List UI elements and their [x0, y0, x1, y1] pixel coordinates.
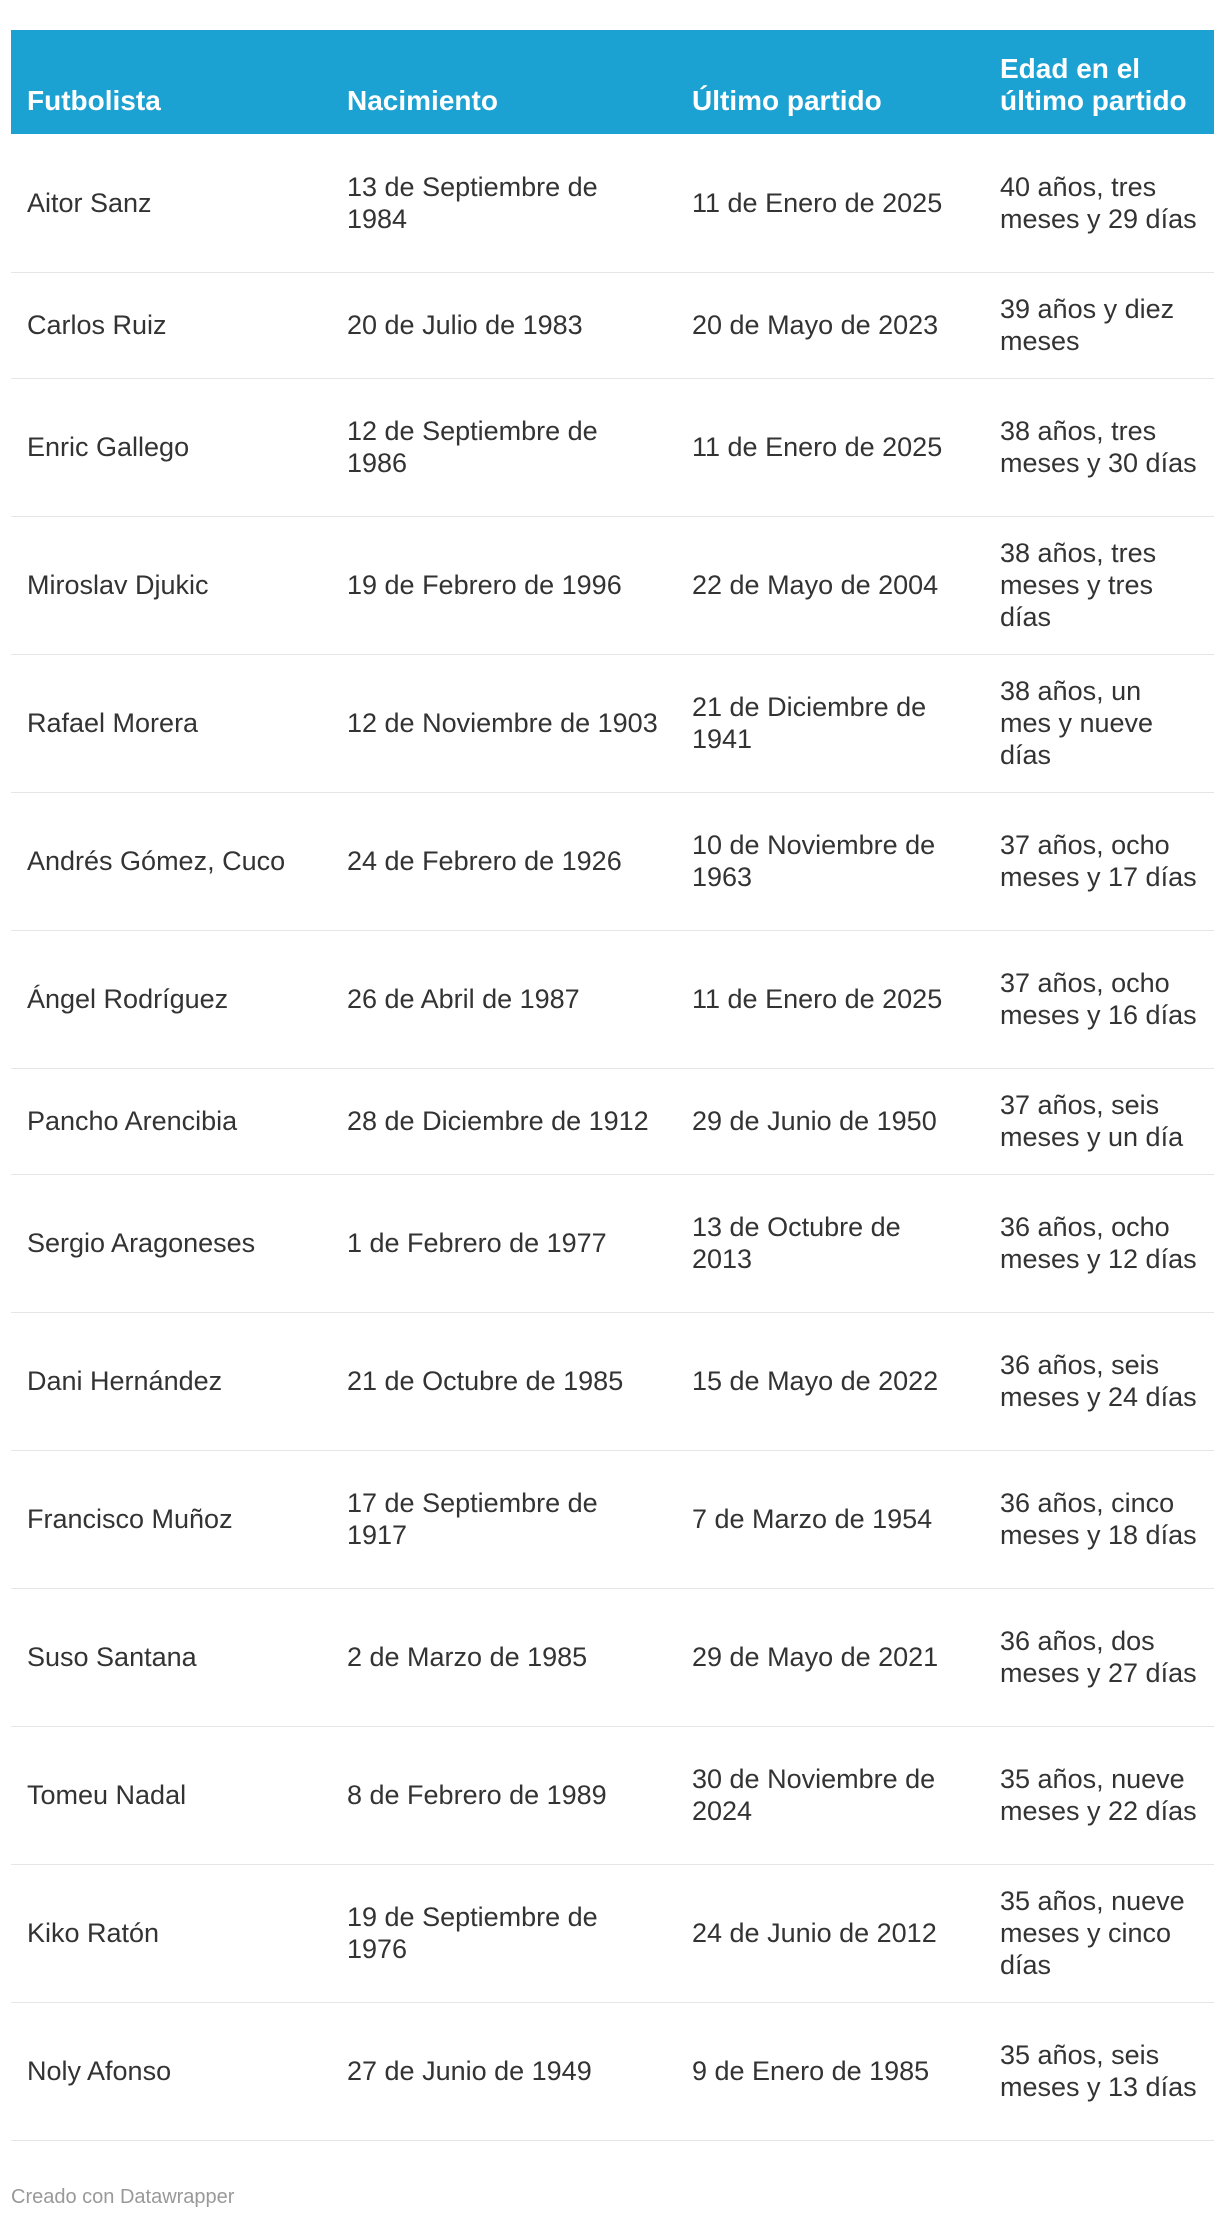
cell-nacimiento: 1 de Febrero de 1977	[331, 1174, 676, 1312]
cell-edad: 36 años, dos meses y 27 días	[984, 1588, 1214, 1726]
table-row	[11, 134, 1214, 272]
header-edad: Edad en el último partido	[984, 30, 1214, 134]
cell-edad: 39 años y diez meses	[984, 272, 1214, 378]
cell-edad: 36 años, seis meses y 24 días	[984, 1312, 1214, 1450]
cell-edad: 36 años, cinco meses y 18 días	[984, 1450, 1214, 1588]
cell-edad: 40 años, tres meses y 29 días	[984, 134, 1214, 272]
table-row	[11, 1174, 1214, 1312]
cell-ultimo-partido: 7 de Marzo de 1954	[676, 1450, 984, 1588]
table-header	[11, 30, 1214, 134]
header-row	[11, 30, 1214, 134]
table-row	[11, 1068, 1214, 1174]
cell-ultimo-partido: 13 de Octubre de 2013	[676, 1174, 984, 1312]
cell-futbolista: Aitor Sanz	[11, 134, 331, 272]
cell-nacimiento: 19 de Febrero de 1996	[331, 516, 676, 654]
cell-nacimiento: 17 de Septiembre de 1917	[331, 1450, 676, 1588]
header-futbolista: Futbolista	[11, 30, 331, 134]
cell-edad: 37 años, ocho meses y 17 días	[984, 792, 1214, 930]
cell-futbolista: Noly Afonso	[11, 2002, 331, 2140]
table-body	[11, 134, 1214, 2140]
table-row	[11, 1588, 1214, 1726]
table-row	[11, 792, 1214, 930]
table-row	[11, 654, 1214, 792]
table-row	[11, 2002, 1214, 2140]
cell-ultimo-partido: 11 de Enero de 2025	[676, 134, 984, 272]
cell-futbolista: Francisco Muñoz	[11, 1450, 331, 1588]
cell-futbolista: Pancho Arencibia	[11, 1068, 331, 1174]
cell-nacimiento: 24 de Febrero de 1926	[331, 792, 676, 930]
cell-ultimo-partido: 11 de Enero de 2025	[676, 378, 984, 516]
cell-futbolista: Kiko Ratón	[11, 1864, 331, 2002]
footer-credit: Creado con Datawrapper	[11, 2186, 235, 2208]
cell-edad: 36 años, ocho meses y 12 días	[984, 1174, 1214, 1312]
cell-edad: 38 años, tres meses y tres días	[984, 516, 1214, 654]
cell-edad: 35 años, nueve meses y cinco días	[984, 1864, 1214, 2002]
cell-futbolista: Andrés Gómez, Cuco	[11, 792, 331, 930]
table-row	[11, 1450, 1214, 1588]
cell-ultimo-partido: 21 de Diciembre de 1941	[676, 654, 984, 792]
cell-futbolista: Dani Hernández	[11, 1312, 331, 1450]
cell-ultimo-partido: 22 de Mayo de 2004	[676, 516, 984, 654]
table-row	[11, 516, 1214, 654]
cell-ultimo-partido: 29 de Junio de 1950	[676, 1068, 984, 1174]
data-table	[11, 30, 1214, 2141]
cell-nacimiento: 8 de Febrero de 1989	[331, 1726, 676, 1864]
cell-ultimo-partido: 24 de Junio de 2012	[676, 1864, 984, 2002]
cell-ultimo-partido: 29 de Mayo de 2021	[676, 1588, 984, 1726]
header-ultimo-partido: Último partido	[676, 30, 984, 134]
cell-ultimo-partido: 10 de Noviembre de 1963	[676, 792, 984, 930]
cell-edad: 35 años, seis meses y 13 días	[984, 2002, 1214, 2140]
cell-ultimo-partido: 11 de Enero de 2025	[676, 930, 984, 1068]
cell-futbolista: Sergio Aragoneses	[11, 1174, 331, 1312]
cell-futbolista: Tomeu Nadal	[11, 1726, 331, 1864]
table-row	[11, 1864, 1214, 2002]
cell-ultimo-partido: 9 de Enero de 1985	[676, 2002, 984, 2140]
cell-edad: 38 años, tres meses y 30 días	[984, 378, 1214, 516]
table-row	[11, 272, 1214, 378]
cell-futbolista: Rafael Morera	[11, 654, 331, 792]
cell-ultimo-partido: 15 de Mayo de 2022	[676, 1312, 984, 1450]
table-row	[11, 1312, 1214, 1450]
cell-futbolista: Miroslav Djukic	[11, 516, 331, 654]
cell-nacimiento: 28 de Diciembre de 1912	[331, 1068, 676, 1174]
cell-nacimiento: 20 de Julio de 1983	[331, 272, 676, 378]
cell-futbolista: Suso Santana	[11, 1588, 331, 1726]
cell-nacimiento: 26 de Abril de 1987	[331, 930, 676, 1068]
cell-futbolista: Ángel Rodríguez	[11, 930, 331, 1068]
cell-futbolista: Enric Gallego	[11, 378, 331, 516]
cell-nacimiento: 2 de Marzo de 1985	[331, 1588, 676, 1726]
cell-ultimo-partido: 20 de Mayo de 2023	[676, 272, 984, 378]
cell-ultimo-partido: 30 de Noviembre de 2024	[676, 1726, 984, 1864]
header-nacimiento: Nacimiento	[331, 30, 676, 134]
table-row	[11, 930, 1214, 1068]
cell-nacimiento: 19 de Septiembre de 1976	[331, 1864, 676, 2002]
table-row	[11, 1726, 1214, 1864]
table-row	[11, 378, 1214, 516]
cell-edad: 37 años, ocho meses y 16 días	[984, 930, 1214, 1068]
cell-futbolista: Carlos Ruiz	[11, 272, 331, 378]
cell-nacimiento: 12 de Septiembre de 1986	[331, 378, 676, 516]
cell-edad: 35 años, nueve meses y 22 días	[984, 1726, 1214, 1864]
cell-nacimiento: 21 de Octubre de 1985	[331, 1312, 676, 1450]
cell-nacimiento: 27 de Junio de 1949	[331, 2002, 676, 2140]
cell-nacimiento: 13 de Septiembre de 1984	[331, 134, 676, 272]
cell-edad: 37 años, seis meses y un día	[984, 1068, 1214, 1174]
cell-edad: 38 años, un mes y nueve días	[984, 654, 1214, 792]
cell-nacimiento: 12 de Noviembre de 1903	[331, 654, 676, 792]
